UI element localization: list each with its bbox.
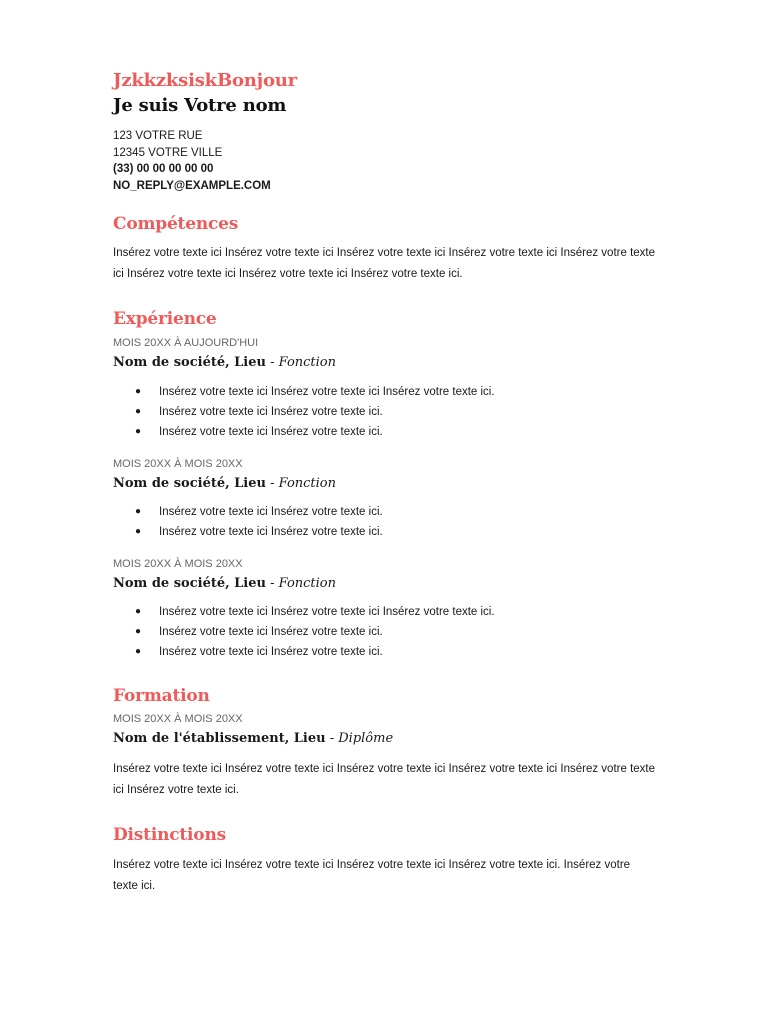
job-date: MOIS 20XX À AUJOURD'HUI	[113, 337, 259, 349]
education-school: Nom de l'établissement, Lieu	[113, 731, 326, 746]
job-company: Nom de société, Lieu	[113, 476, 266, 491]
job-separator: -	[265, 476, 279, 491]
experience-title: Expérience	[113, 309, 217, 329]
job-separator: -	[265, 576, 279, 591]
bullet-text: Insérez votre texte ici Insérez votre texte ici.	[159, 646, 383, 658]
education-degree: Diplôme	[338, 731, 394, 746]
bullet-icon: ●	[135, 426, 142, 437]
skills-title: Compétences	[113, 214, 239, 234]
contact-phone: (33) 00 00 00 00 00	[113, 163, 214, 175]
name-main: Je suis Votre nom	[113, 95, 287, 116]
list-item	[113, 642, 656, 662]
bullet-icon: ●	[135, 386, 142, 397]
list-item	[113, 382, 656, 402]
job-title	[113, 351, 656, 375]
list-item	[113, 402, 656, 422]
bullet-text: Insérez votre texte ici Insérez votre texte ici.	[159, 506, 383, 518]
awards-section	[113, 823, 656, 897]
education-title: Formation	[113, 686, 210, 706]
list-item	[113, 522, 656, 542]
job-function: Fonction	[278, 576, 337, 591]
job-bullet-list	[113, 602, 656, 662]
job-function: Fonction	[278, 476, 337, 491]
contact-street: 123 VOTRE RUE	[113, 130, 203, 142]
job-title	[113, 572, 656, 596]
awards-text: Insérez votre texte ici Insérez votre texte ici Insérez votre texte ici Insérez votre texte ici. Insérez votre texte ici.	[113, 859, 631, 892]
job-date: MOIS 20XX À MOIS 20XX	[113, 458, 243, 470]
job-bullet-list	[113, 502, 656, 542]
job-company: Nom de société, Lieu	[113, 355, 266, 370]
job-separator: -	[265, 355, 279, 370]
bullet-text: Insérez votre texte ici Insérez votre texte ici Insérez votre texte ici.	[159, 386, 495, 398]
bullet-text: Insérez votre texte ici Insérez votre texte ici Insérez votre texte ici.	[159, 606, 495, 618]
list-item	[113, 622, 656, 642]
job-function: Fonction	[278, 355, 337, 370]
bullet-icon: ●	[135, 506, 142, 517]
education-date: MOIS 20XX À MOIS 20XX	[113, 713, 243, 725]
job-entry	[113, 556, 656, 662]
list-item	[113, 422, 656, 442]
bullet-icon: ●	[135, 406, 142, 417]
list-item	[113, 602, 656, 622]
job-company: Nom de société, Lieu	[113, 576, 266, 591]
bullet-text: Insérez votre texte ici Insérez votre texte ici.	[159, 406, 383, 418]
skills-section	[113, 212, 656, 285]
job-entry	[113, 335, 656, 442]
job-bullet-list	[113, 382, 656, 442]
bullet-text: Insérez votre texte ici Insérez votre texte ici.	[159, 426, 383, 438]
contact-block	[113, 128, 656, 194]
experience-section	[113, 307, 656, 662]
skills-text: Insérez votre texte ici Insérez votre texte ici Insérez votre texte ici Insérez votre texte ici Insérez votre texte ici Insérez votre texte ici Insérez votre texte ici Insérez votre texte ici.	[113, 247, 655, 280]
bullet-icon: ●	[135, 606, 142, 617]
contact-city: 12345 VOTRE VILLE	[113, 146, 223, 159]
bullet-icon: ●	[135, 526, 142, 537]
name-top: JzkkzksiskBonjour	[113, 70, 297, 91]
job-entry	[113, 456, 656, 542]
bullet-text: Insérez votre texte ici Insérez votre texte ici.	[159, 526, 383, 538]
education-text: Insérez votre texte ici Insérez votre texte ici Insérez votre texte ici Insérez votre texte ici Insérez votre texte ici Insérez votre texte ici.	[113, 763, 655, 796]
education-separator: -	[325, 731, 339, 746]
bullet-icon: ●	[135, 646, 142, 657]
education-section	[113, 684, 656, 801]
bullet-icon: ●	[135, 626, 142, 637]
awards-title: Distinctions	[113, 825, 226, 845]
job-date: MOIS 20XX À MOIS 20XX	[113, 558, 243, 570]
bullet-text: Insérez votre texte ici Insérez votre texte ici.	[159, 626, 383, 638]
list-item	[113, 502, 656, 522]
job-title	[113, 472, 656, 496]
education-title-line	[113, 727, 656, 751]
contact-email: NO_REPLY@EXAMPLE.COM	[113, 179, 271, 192]
